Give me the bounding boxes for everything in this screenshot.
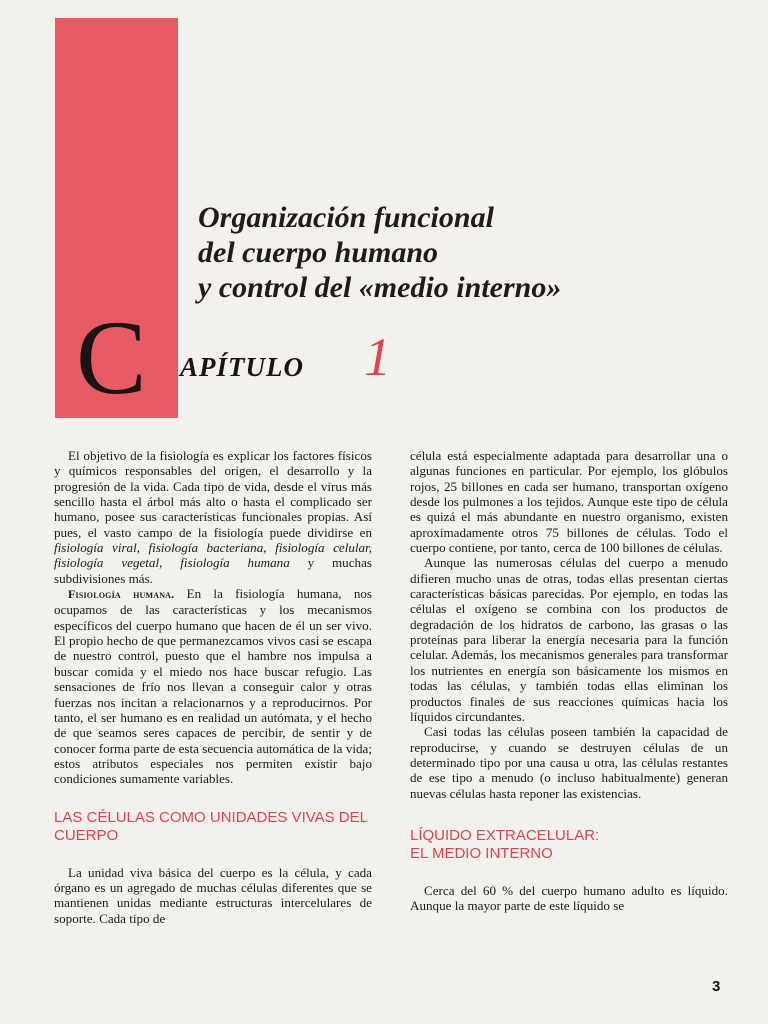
chapter-number: 1: [364, 327, 391, 387]
text-run: En la fisiología humana, nos ocupamos de las características y los mecanismos específicos del cuerpo humano que hacen de él un ser vivo. El propio hecho de que permanezcamos vivos casi se escapa de nuestro control, puesto que el hambre nos impulsa a buscar comida y el miedo nos hace buscar refugio. Las sensaciones de frío nos llevan a conseguir calor y otras fuerzas nos incitan a relacionarnos y a reproducirnos. Por tanto, el ser humano es en realidad un autómata, y el hecho de que seamos seres capaces de percibir, de sentir y de conocer forma parte de esta secuencia automática de la vida; estos atributos especiales nos permiten existir bajo condiciones sumamente variables.: [54, 586, 373, 787]
paragraph: Cerca del 60 % del cuerpo humano adulto es líquido. Aunque la mayor parte de este líquido se: [410, 882, 728, 914]
paragraph: La unidad viva básica del cuerpo es la célula, y cada órgano es un agregado de muchas células diferentes que se mantienen unidas mediante estructuras intercelulares de soporte. Cada tipo de: [54, 864, 372, 926]
paragraph: Aunque las numerosas células del cuerpo a menudo difieren mucho unas de otras, todas ellas presentan ciertas características básicas parecidas. Por ejemplo, en todas las células el oxígeno se combina con los productos de degradación de los hidratos de carbono, las grasas o las proteínas para liberar la energía necesaria para la función celular. Además, los mecanismos generales para transformar los nutrientes en energía son básicamente los mismos en todas las células, y también todas ellas eliminan los productos finales de sus reacciones químicas hacia los líquidos circundantes.: [410, 555, 728, 724]
chapter-word: APÍTULO: [180, 352, 304, 382]
section-heading: LAS CÉLULAS COMO UNIDADES VIVAS DEL CUERPO: [54, 808, 368, 844]
left-column: [54, 448, 372, 926]
section-heading: [410, 827, 728, 863]
italic-text: fisiología viral, fisiología bacteriana, fisiología celular, fisiología vegetal, fisiología humana: [54, 540, 372, 571]
chapter-title: [198, 200, 738, 305]
chapter-title-line: y control del «medio interno»: [198, 271, 562, 304]
text-run: y muchas subdivisiones más.: [54, 555, 372, 586]
text-run: El objetivo de la fisiología es explicar los factores físicos y químicos responsables del origen, el desarrollo y la progresión de la vida. Cada tipo de vida, desde el virus más sencillo hasta el árbol más alto o hasta el complicado ser humano, posee sus características funcionales propias. Así pues, el vasto campo de la fisiología puede dividirse en: [54, 448, 372, 540]
section-heading-line: EL MEDIO INTERNO: [410, 844, 553, 862]
run-in-heading: Fisiología humana.: [68, 587, 175, 602]
paragraph: Casi todas las células poseen también la capacidad de reproducirse, y cuando se destruyen células de un determinado tipo por una causa u otra, las células restantes de ese tipo a menudo (o incluso habitualmente) generan nuevas células hasta reponer las existencias.: [410, 724, 728, 801]
chapter-title-line: Organización funcional: [198, 201, 494, 234]
page-number: 3: [712, 978, 721, 995]
paragraph: [54, 586, 372, 786]
chapter-title-line: del cuerpo humano: [198, 236, 439, 269]
section-heading-line: LÍQUIDO EXTRACELULAR:: [410, 826, 600, 844]
chapter-initial: C: [76, 299, 147, 416]
right-column: [410, 448, 728, 914]
paragraph: [54, 448, 372, 586]
paragraph: célula está especialmente adaptada para desarrollar una o algunas funciones en particular. Por ejemplo, los glóbulos rojos, 25 billones en cada ser humano, transportan oxígeno desde los pulmones a los tejidos. Aunque este tipo de célula es quizá el más abundante en nuestro organismo, existen aproximadamente otros 75 billones de células. Todo el cuerpo contiene, por tanto, cerca de 100 billones de células.: [410, 448, 728, 556]
